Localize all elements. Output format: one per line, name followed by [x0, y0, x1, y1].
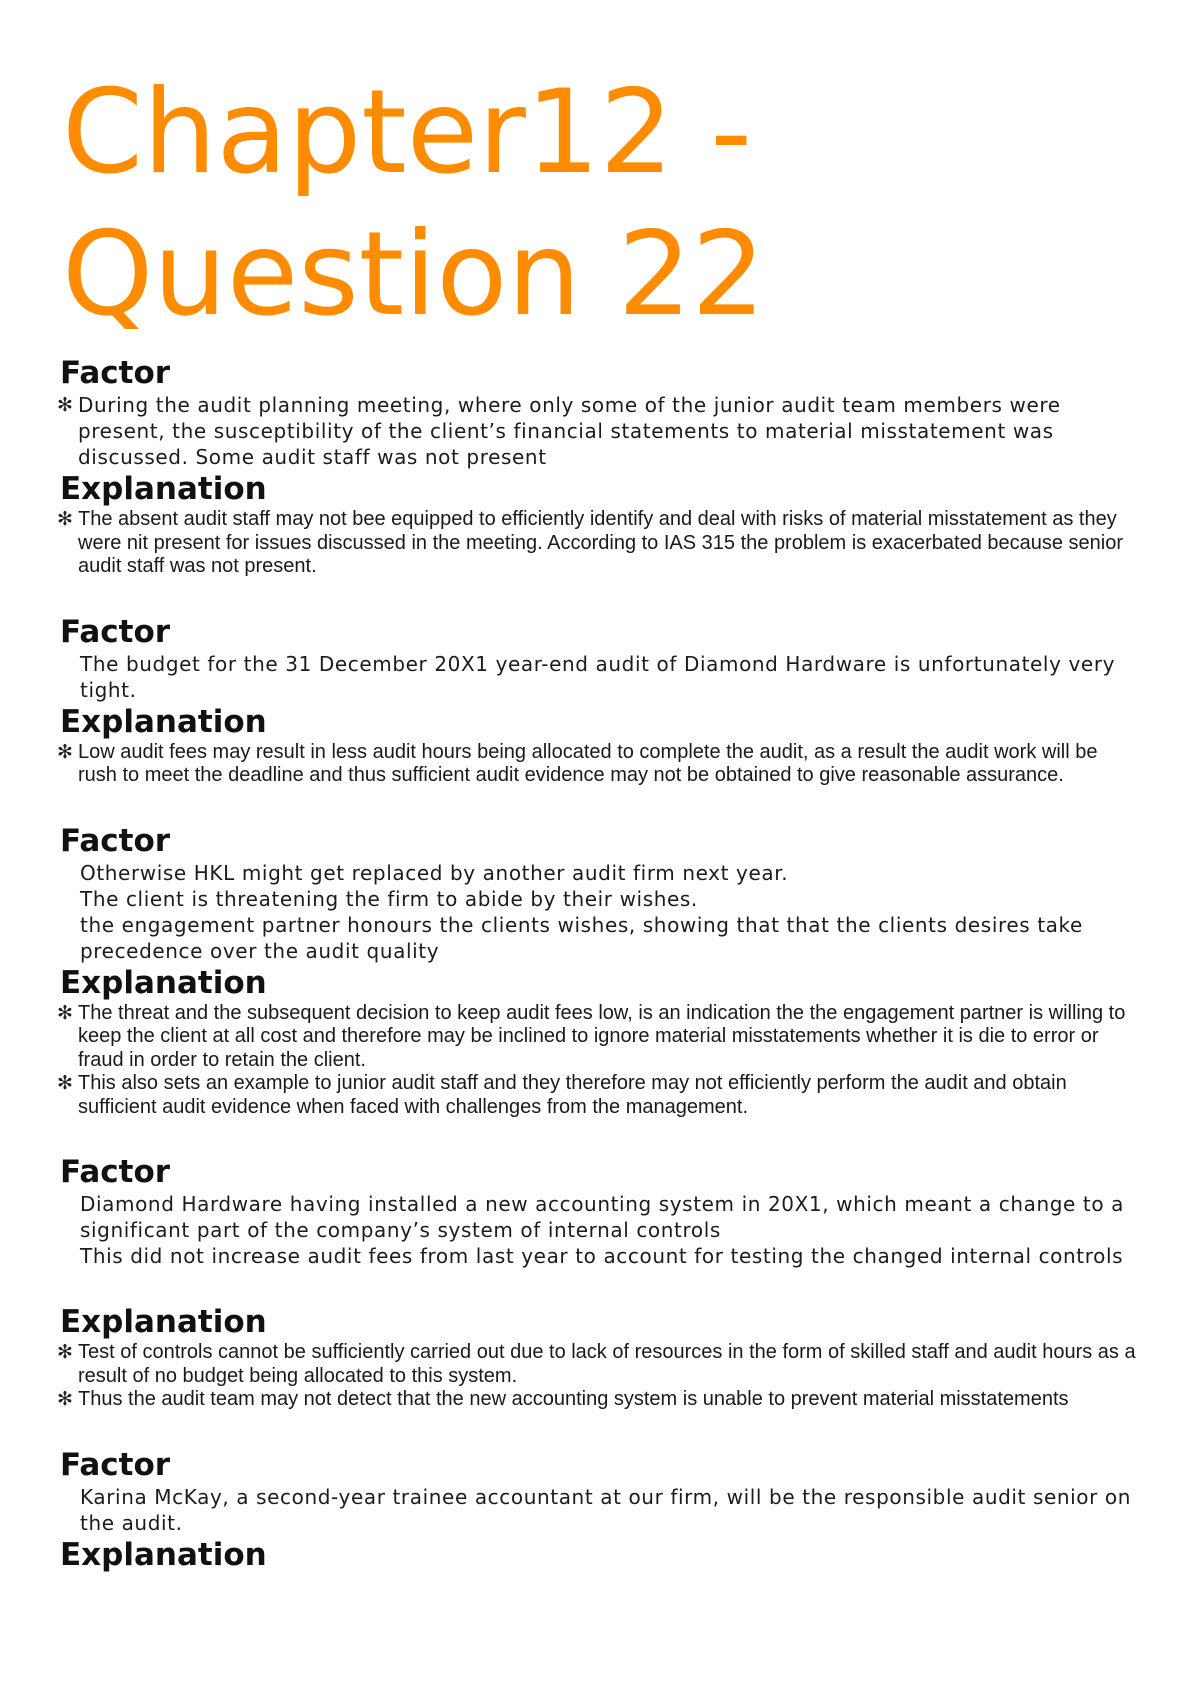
sections-container	[57, 354, 1140, 1574]
factor-list-item	[57, 392, 1140, 470]
factor-section	[60, 1446, 1140, 1536]
factor-text: The client is threatening the firm to abide by their wishes.	[80, 886, 698, 911]
explanation-list	[57, 1001, 1140, 1120]
asterisk-bullet-icon: ✻	[57, 740, 73, 763]
factor-list-item	[60, 886, 1140, 912]
explanation-section	[57, 703, 1140, 788]
factor-list-item	[60, 860, 1140, 886]
factor-section	[60, 1153, 1140, 1269]
explanation-text: Test of controls cannot be sufficiently carried out due to lack of resources in the form of skilled staff and audit hours as a result of no budget being allocated to this system.	[78, 1341, 1136, 1387]
explanation-list-item	[57, 1341, 1140, 1388]
factor-list	[60, 1484, 1140, 1536]
explanation-list-item	[57, 508, 1140, 579]
explanation-list	[57, 1341, 1140, 1412]
asterisk-bullet-icon: ✻	[57, 1001, 73, 1024]
factor-text: During the audit planning meeting, where only some of the junior audit team members were present, the susceptibility of the client’s financial statements to material misstatement was discussed. Some audit staff was not present	[78, 393, 1061, 469]
factor-section	[60, 613, 1140, 703]
factor-section	[57, 354, 1140, 470]
explanation-text: The absent audit staff may not bee equipped to efficiently identify and deal with risks of material misstatement as they were nit present for issues discussed in the meeting. According to IAS 315 the problem is exacerbated because senior audit staff was not present.	[78, 508, 1124, 577]
asterisk-bullet-icon: ✻	[57, 1388, 73, 1410]
asterisk-bullet-icon: ✻	[57, 508, 73, 530]
explanation-text: Thus the audit team may not detect that the new accounting system is unable to prevent material misstatements	[78, 1388, 1069, 1410]
explanation-section	[57, 964, 1140, 1120]
explanation-text: The threat and the subsequent decision to keep audit fees low, is an indication the the engagement partner is willing to keep the client at all cost and therefore may be inclined to ignore material misstatements whether it is die to error or fraud in order to retain the client.	[78, 1001, 1126, 1071]
factor-text: Karina McKay, a second-year trainee accountant at our firm, will be the responsible audit senior on the audit.	[80, 1484, 1132, 1535]
explanation-heading: Explanation	[60, 1536, 267, 1573]
factor-heading: Factor	[60, 822, 171, 859]
explanation-list-item	[57, 1001, 1140, 1073]
explanation-list-item	[57, 1072, 1140, 1119]
factor-list-item	[60, 1191, 1140, 1243]
explanation-section	[57, 470, 1140, 579]
page-title: Chapter12 - Question 22	[62, 65, 766, 342]
explanation-heading: Explanation	[60, 703, 267, 740]
factor-heading: Factor	[60, 613, 171, 650]
factor-list	[60, 860, 1140, 964]
factor-list-item	[60, 1484, 1140, 1536]
factor-text: Diamond Hardware having installed a new accounting system in 20X1, which meant a change to a significant part of the company’s system of internal controls	[80, 1192, 1124, 1242]
explanation-list	[57, 740, 1140, 788]
explanation-section	[60, 1536, 1140, 1574]
factor-list-item	[60, 1243, 1140, 1269]
asterisk-bullet-icon: ✻	[57, 1341, 73, 1363]
factor-list	[57, 392, 1140, 470]
factor-heading: Factor	[60, 355, 171, 391]
factor-list-item	[60, 912, 1140, 964]
asterisk-bullet-icon: ✻	[57, 1072, 73, 1094]
explanation-text: Low audit fees may result in less audit hours being allocated to complete the audit, as a result the audit work will be rush to meet the deadline and thus sufficient audit evidence may not be obtained to give reasonable assurance.	[78, 740, 1098, 786]
factor-section	[60, 822, 1140, 964]
asterisk-bullet-icon: ✻	[57, 394, 74, 416]
factor-list	[60, 1191, 1140, 1269]
explanation-text: This also sets an example to junior audit staff and they therefore may not efficiently perform the audit and obtain sufficient audit evidence when faced with challenges from the management.	[78, 1072, 1067, 1118]
factor-text: Otherwise HKL might get replaced by another audit firm next year.	[80, 860, 789, 885]
explanation-heading: Explanation	[60, 1304, 267, 1340]
factor-heading: Factor	[60, 1446, 171, 1483]
explanation-list-item	[57, 1388, 1140, 1412]
factor-heading: Factor	[60, 1154, 171, 1190]
explanation-section	[57, 1303, 1140, 1412]
explanation-heading: Explanation	[60, 964, 267, 1001]
factor-text: This did not increase audit fees from last year to account for testing the changed internal controls	[80, 1244, 1124, 1268]
factor-text: The budget for the 31 December 20X1 year-end audit of Diamond Hardware is unfortunately very tight.	[80, 651, 1116, 702]
factor-list	[60, 651, 1140, 703]
explanation-list-item	[57, 740, 1140, 788]
factor-list-item	[60, 651, 1140, 703]
explanation-heading: Explanation	[60, 471, 267, 507]
factor-text: the engagement partner honours the clients wishes, showing that that the clients desires take precedence over the audit quality	[80, 912, 1083, 963]
explanation-list	[57, 508, 1140, 579]
